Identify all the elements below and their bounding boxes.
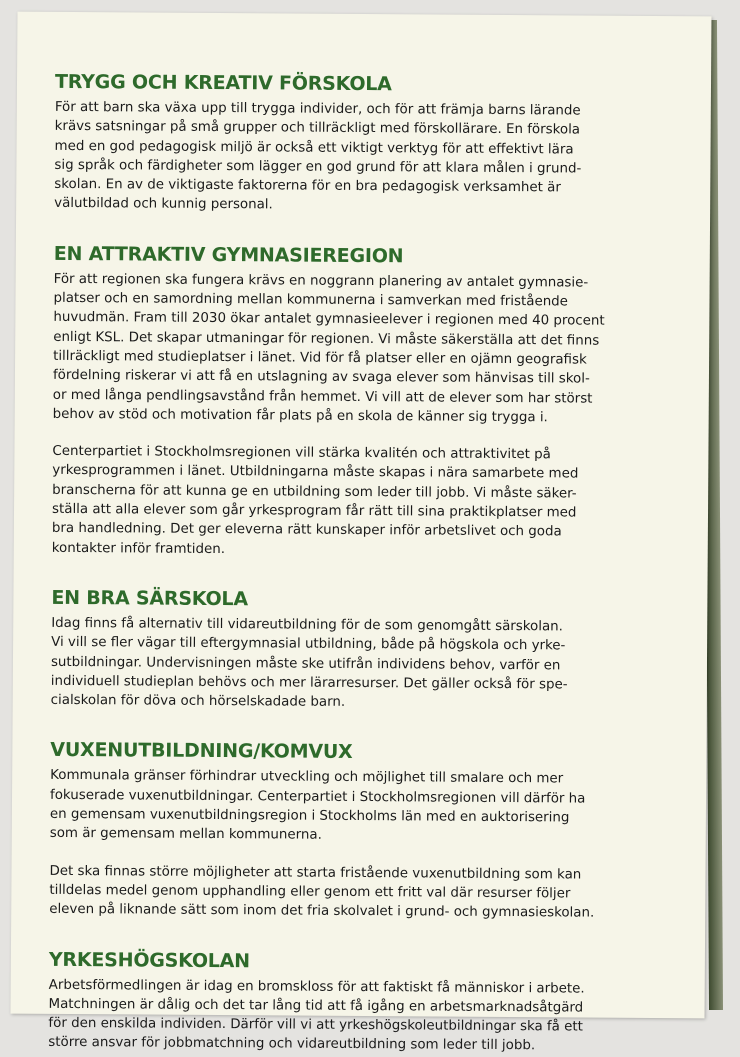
document-page <box>11 12 712 1054</box>
paragraph-yrkeshogskolan: Arbetsförmedlingen är idag en bromskloss för att faktiskt få människor i arbete. Matchningen är dålig och det tar lång tid att få igång en arbetsmarknadsåtgärd för den enskilda individen. Därför vill vi att yrkeshögskoleutbildningar ska få ett större ansvar för jobbmatchning och vidareutbildning som leder till jobb. <box>48 977 585 1054</box>
paragraph-forskola: För att barn ska växa upp till trygga individer, och för att främja barns lärande krävs satsningar på små grupper och tillräckligt med förskollärare. En förskola med en god pedagogisk miljö är också ett viktigt verktyg för att effektivt lära sig språk och färdigheter som lägger en god grund för att klara målen i grund- skolan. En av de viktigaste faktorerna för en bra pedagogisk verksamhet är välutbildad och kunnig personal. <box>54 99 582 213</box>
section-heading-forskola: TRYGG OCH KREATIV FÖRSKOLA <box>54 70 392 96</box>
section-heading-gymnasieregion: EN ATTRAKTIV GYMNASIEREGION <box>53 242 404 268</box>
document-content <box>48 70 667 1057</box>
paragraph-sarskola: Idag finns få alternativ till vidareutbildning för de som genomgått särskolan. Vi vill se fler vägar till eftergymnasial utbildning, både på högskola och yrke- sutbildningar. Undervisningen måste ske utifrån individens behov, varför en individuell studieplan behövs och mer lärarresurser. Det gäller också för spe- cialskolan för döva och hörselskadade barn. <box>50 615 568 711</box>
paragraph-gymnasieregion-2: Centerpartiet i Stockholmsregionen vill stärka kvalitén och attraktivitet på yrkesprogrammen i länet. Utbildningarna måste skapas i nära samarbete med branscherna för att kunna ge en utbildning som leder till jobb. Vi måste säker- ställa att alla elever som går yrkesprogram får rätt till sina praktikplatser med bra handledning. Det ger eleverna rätt kunskaper inför arbetslivet och goda kontakter inför framtiden. <box>51 444 579 557</box>
paragraph-vuxenutbildning-2: Det ska finnas större möjligheter att starta fristående vuxenutbildning som kan tilldelas medel genom upphandling eller genom ett fritt val där resurser följer eleven på liknande sätt som inom det fria skolvalet i grund- och gymnasieskolan. <box>49 863 595 921</box>
paragraph-gymnasieregion-1: För att regionen ska fungera krävs en noggrann planering av antalet gymnasie- platser och en samordning mellan kommunerna i samverkan med fristående huvudmän. Fram till 2030 ökar antalet gymnasieelever i regionen med 40 procent enligt KSL. Det skapar utmaningar för regionen. Vi måste säkerställa att det finns tillräckligt med studieplatser i länet. Vid för få platser eller en ojämn geografisk fördelning riskerar vi att få en utslagning av svaga elever som hänvisas till skol- or med långa pendlingsavstånd från hemmet. Vi vill att de elever som har störst behov av stöd och motivation får plats på en skola de känner sig trygga i. <box>52 271 605 426</box>
section-heading-sarskola: EN BRA SÄRSKOLA <box>51 586 248 611</box>
section-heading-yrkeshogskolan: YRKESHÖGSKOLAN <box>48 948 251 972</box>
paragraph-vuxenutbildning-1: Kommunala gränser förhindrar utveckling och möjlighet till smalare och mer fokuserade vuxenutbildningar. Centerpartiet i Stockholmsregionen vill därför ha en gemensam vuxenutbildningsregion i Stockholms län med en auktorisering som är gemensam mellan kommunerna. <box>49 768 586 844</box>
section-heading-vuxenutbildning: VUXENUTBILDNING/KOMVUX <box>50 739 353 764</box>
